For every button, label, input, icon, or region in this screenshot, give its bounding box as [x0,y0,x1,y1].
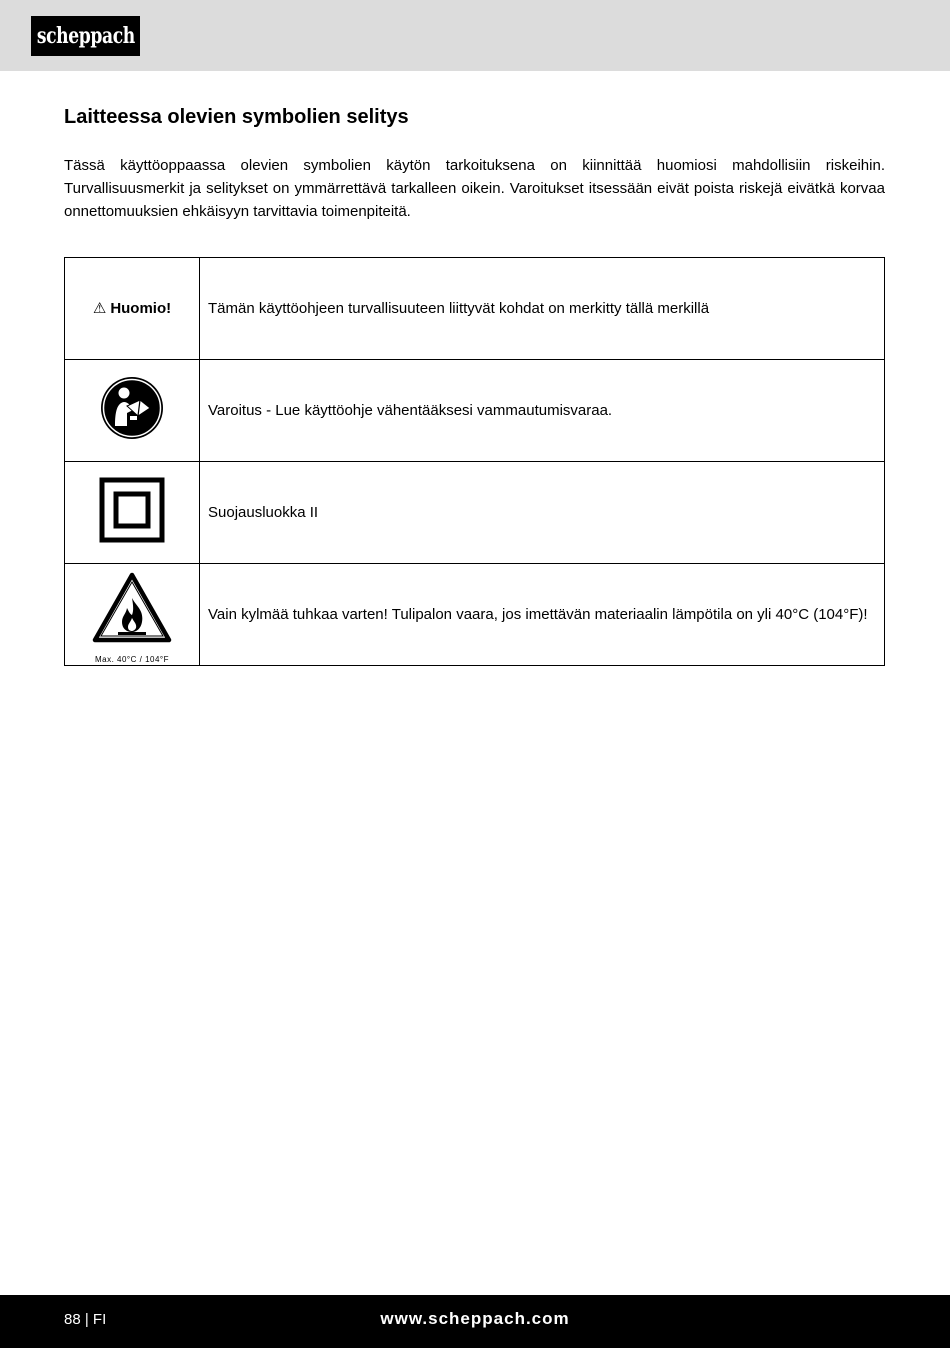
protection-class-ii-icon [99,477,165,543]
read-manual-icon [100,376,164,440]
warning-triangle-icon: ⚠ [92,300,107,317]
table-row [65,462,885,564]
page-number: 88 | FI [64,1311,107,1328]
symbol-icon-cell [65,360,200,462]
fire-hazard-icon [92,572,172,644]
table-row [65,564,885,666]
huomio-text: Huomio! [110,300,172,317]
symbol-icon-cell [65,462,200,564]
huomio-label [93,300,171,317]
table-row [65,258,885,360]
website-link[interactable]: www.scheppach.com [380,1309,570,1328]
logo-text: scheppach [36,23,135,49]
table-row [65,360,885,462]
intro-paragraph: Tässä käyttöoppaassa olevien symbolien käytön tarkoituksena on kiinnittää huomiosi mahdollisiin riskeihin. Turvallisuusmerkit ja selitykset on ymmärrettävä tarkalleen oikein. Varoitukset itsessään eivät poista riskejä eivätkä korvaa onnettomuuksien ehkäisyyn tarvittavia toimenpiteitä. [64,157,885,220]
footer-band [0,1295,950,1348]
symbol-table [64,257,885,666]
fire-hazard-symbol [77,572,187,664]
header-band [0,0,950,71]
symbol-icon-cell [65,564,200,666]
scheppach-logo [31,16,140,56]
symbol-description: Vain kylmää tuhkaa varten! Tulipalon vaara, jos imettävän materiaalin lämpötila on yli 40°C (104°F)! [200,564,885,666]
symbol-description: Varoitus - Lue käyttöohje vähentääksesi vammautumisvaraa. [200,360,885,462]
max-temperature-label: Max. 40°C / 104°F [94,655,170,664]
symbol-description: Suojausluokka II [200,462,885,564]
symbol-description: Tämän käyttöohjeen turvallisuuteen liittyvät kohdat on merkitty tällä merkillä [200,258,885,360]
symbol-icon-cell [65,258,200,360]
page-title: Laitteessa olevien symbolien selitys [64,106,409,128]
